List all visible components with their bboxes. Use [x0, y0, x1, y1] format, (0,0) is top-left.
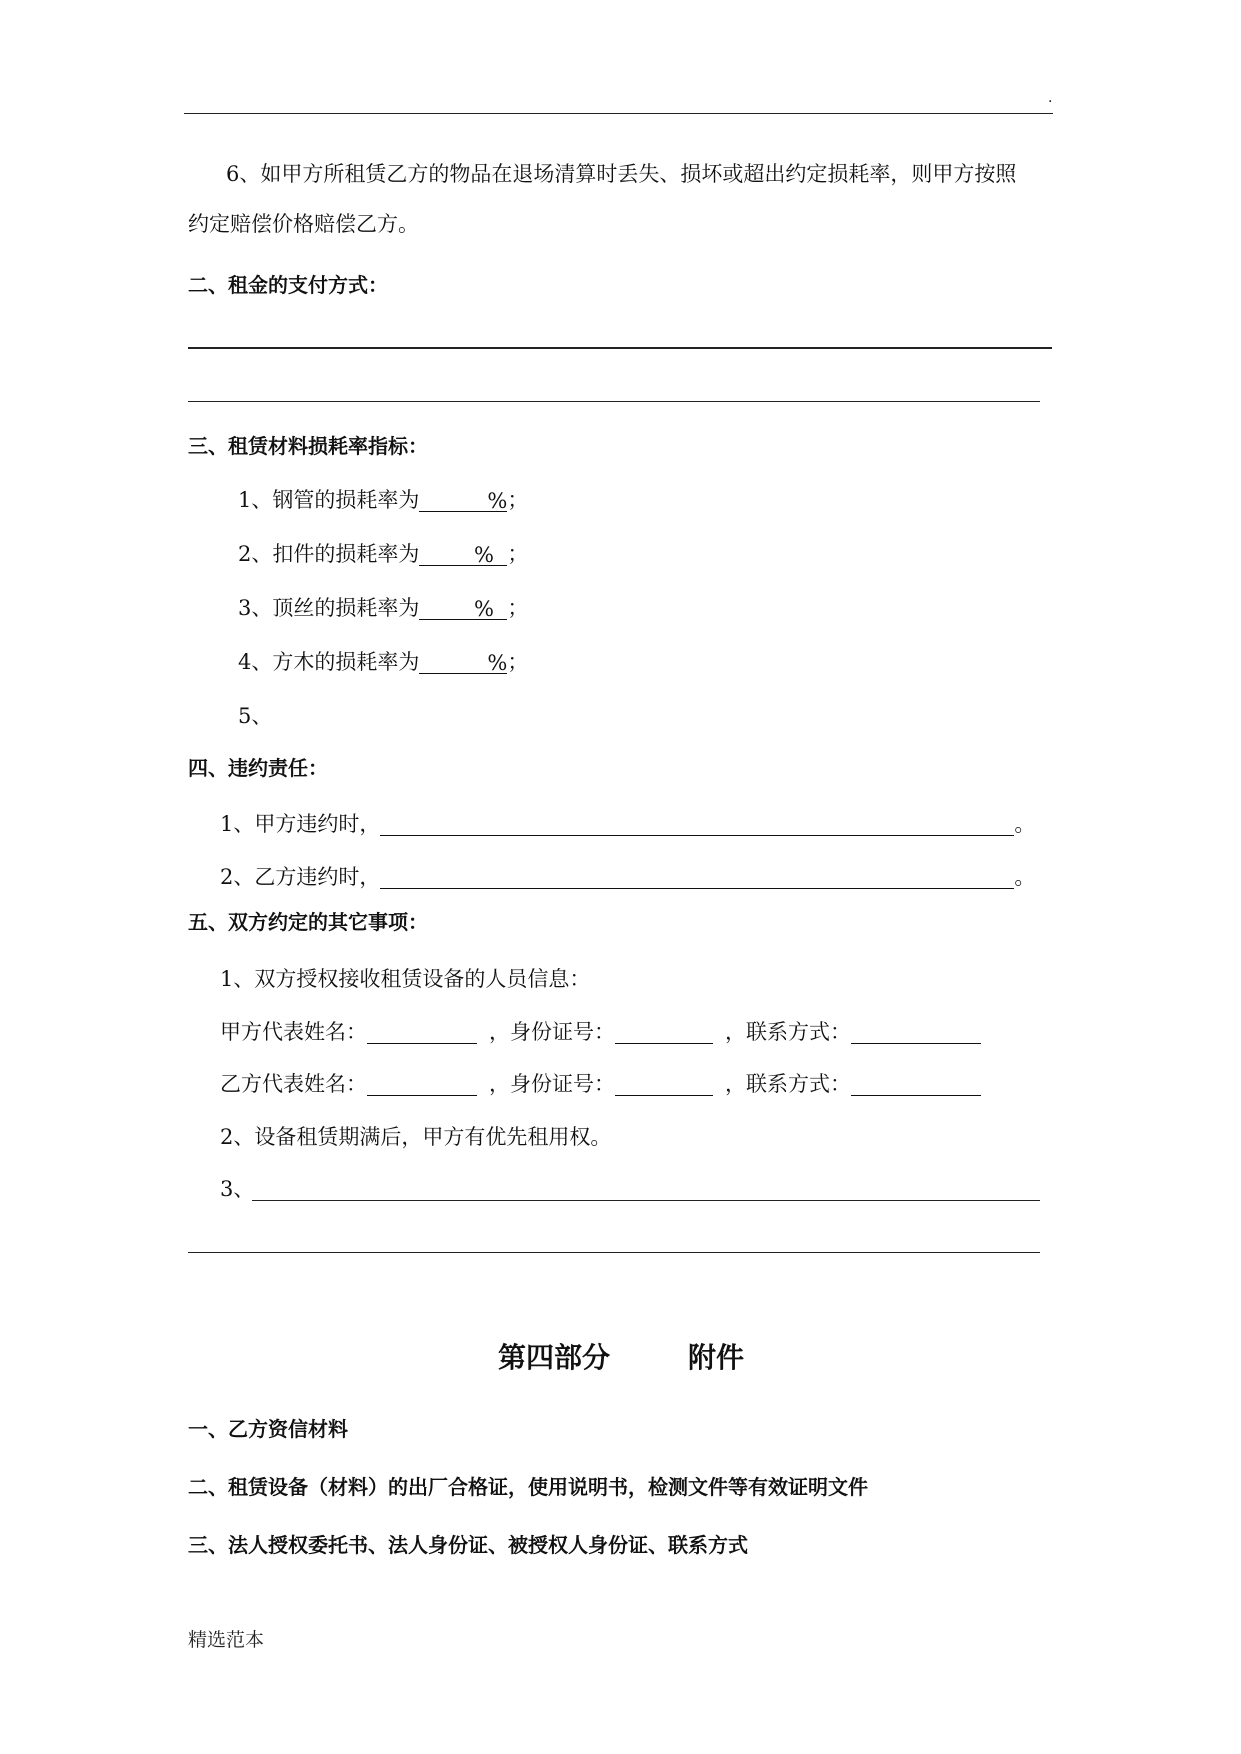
loss-rate-item-5: 5、: [238, 704, 273, 728]
section-5-item-2: 2、设备租赁期满后，甲方有优先租用权。: [220, 1125, 612, 1149]
id-number-label: ，身份证号：: [489, 1020, 615, 1044]
party-b-name-blank[interactable]: [367, 1073, 477, 1096]
party-b-id-blank[interactable]: [615, 1073, 713, 1096]
breach-party-a: [220, 812, 1035, 836]
attachment-item-1: 一、乙方资信材料: [188, 1417, 348, 1441]
loss-rate-blank[interactable]: [419, 597, 507, 620]
contact-label: ，联系方式：: [725, 1072, 851, 1096]
part-4-title-left: 第四部分: [498, 1341, 611, 1374]
payment-line-1[interactable]: [188, 347, 1052, 349]
party-b-contact-blank[interactable]: [851, 1073, 981, 1096]
footer-text: 精选范本: [188, 1629, 265, 1651]
payment-line-2[interactable]: [188, 401, 1040, 402]
party-a-contact-blank[interactable]: [851, 1021, 981, 1044]
rep-name-label: 乙方代表姓名：: [220, 1072, 367, 1096]
punctuation: ；: [507, 596, 529, 620]
loss-rate-item-4: [238, 650, 528, 674]
breach-party-a-blank[interactable]: [380, 813, 1014, 836]
header-rule: [184, 113, 1053, 114]
loss-rate-label: 3、顶丝的损耗率为: [238, 596, 420, 620]
party-a-name-blank[interactable]: [367, 1021, 477, 1044]
rep-name-label: 甲方代表姓名：: [220, 1020, 367, 1044]
other-terms-line-1[interactable]: [252, 1200, 1040, 1201]
id-number-label: ，身份证号：: [489, 1072, 615, 1096]
section-5-item-1: 1、双方授权接收租赁设备的人员信息：: [220, 967, 591, 991]
attachment-item-2: 二、租赁设备（材料）的出厂合格证，使用说明书，检测文件等有效证明文件: [188, 1475, 868, 1499]
percent-sign: %: [487, 489, 508, 513]
breach-party-b: [220, 865, 1035, 889]
loss-rate-item-1: [238, 488, 528, 512]
party-a-rep-row: [220, 1020, 981, 1044]
loss-rate-label: 4、方木的损耗率为: [238, 650, 420, 674]
section-2-heading: 二、租金的支付方式：: [188, 273, 388, 297]
party-b-rep-row: [220, 1072, 981, 1096]
loss-rate-blank[interactable]: [419, 651, 507, 674]
punctuation: 。: [1014, 865, 1036, 889]
clause-6-line1: 6、如甲方所租赁乙方的物品在退场清算时丢失、损坏或超出约定损耗率，则甲方按照: [226, 162, 1017, 186]
party-a-id-blank[interactable]: [615, 1021, 713, 1044]
loss-rate-label: 2、扣件的损耗率为: [238, 542, 420, 566]
attachment-item-3: 三、法人授权委托书、法人身份证、被授权人身份证、联系方式: [188, 1533, 748, 1557]
section-5-heading: 五、双方约定的其它事项：: [188, 910, 428, 934]
loss-rate-blank[interactable]: [419, 543, 507, 566]
loss-rate-blank[interactable]: [419, 489, 507, 512]
loss-rate-item-2: [238, 542, 528, 566]
section-3-heading: 三、租赁材料损耗率指标：: [188, 434, 428, 458]
punctuation: 。: [1014, 812, 1036, 836]
percent-sign: %: [487, 651, 508, 675]
punctuation: ；: [507, 650, 529, 674]
header-mark: .: [1048, 90, 1053, 106]
breach-party-b-label: 2、乙方违约时，: [220, 865, 381, 889]
percent-sign: %: [474, 597, 495, 621]
breach-party-a-label: 1、甲方违约时，: [220, 812, 381, 836]
clause-6-line2: 约定赔偿价格赔偿乙方。: [188, 212, 419, 236]
contact-label: ，联系方式：: [725, 1020, 851, 1044]
punctuation: ；: [507, 488, 529, 512]
breach-party-b-blank[interactable]: [380, 866, 1014, 889]
punctuation: ；: [507, 542, 529, 566]
part-4-title-right: 附件: [688, 1341, 745, 1374]
percent-sign: %: [474, 543, 495, 567]
loss-rate-label: 1、钢管的损耗率为: [238, 488, 420, 512]
section-4-heading: 四、违约责任：: [188, 756, 328, 780]
other-terms-line-2[interactable]: [188, 1252, 1040, 1253]
section-5-item-3: 3、: [220, 1177, 255, 1201]
loss-rate-item-3: [238, 596, 528, 620]
